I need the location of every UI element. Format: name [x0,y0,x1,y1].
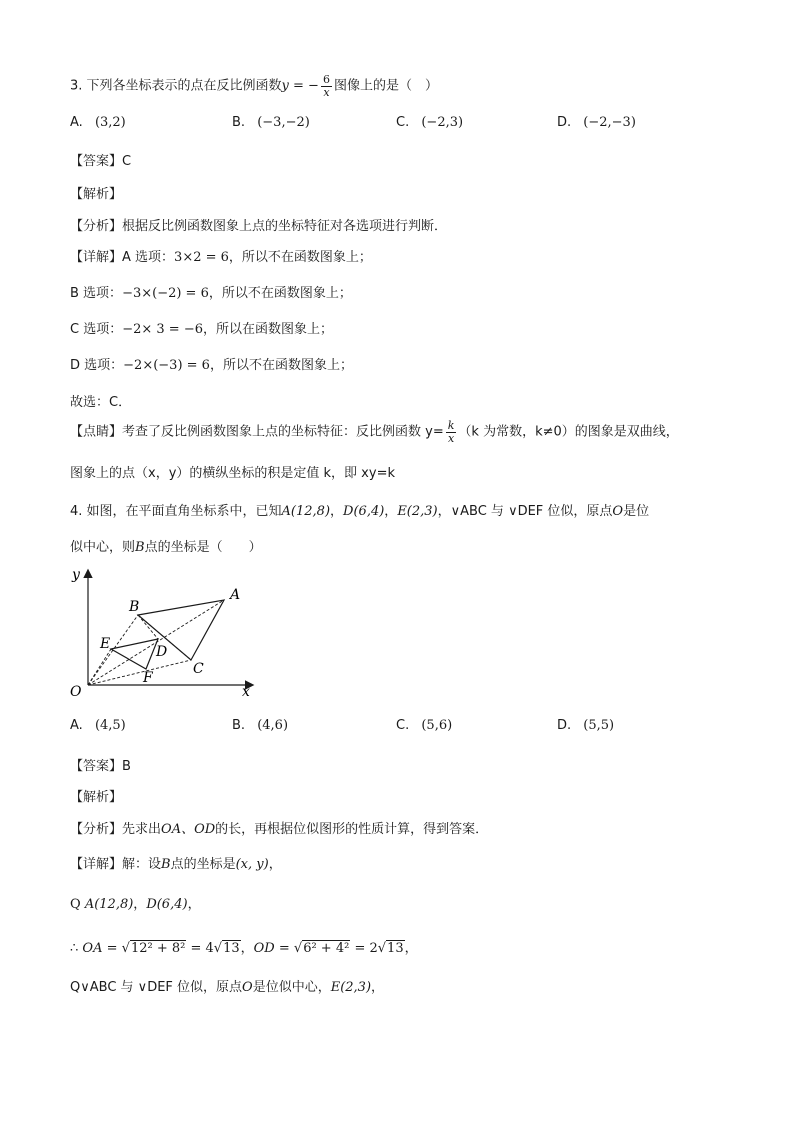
q3-line-b-post: ，所以不在函数图象上； [208,286,352,301]
label-o: O [70,684,82,698]
q4-point-a: A(12,8) [281,504,331,519]
q4-od-post: ， [404,941,418,956]
q3-answer-value: C [122,154,132,169]
dashed-bd [138,615,158,639]
q3-fenxi-text: 根据反比例函数图象上点的坐标特征对各选项进行判断． [122,219,448,234]
label-f: F [143,670,153,686]
q3-line-b-pre: B 选项： [70,286,123,301]
label-a: A [230,587,241,603]
q4-option-d-value: (5,5) [583,718,615,733]
q4-line1-mid: ，∨ABC 与 ∨DEF 位似，原点 [437,504,613,519]
q3-option-a-value: (3,2) [94,115,126,130]
q3-dianjing-line2: 图象上的点（x，y）的横纵坐标的积是定值 k，即 xy=k [70,466,395,481]
q3-option-d-letter: D. [557,115,572,130]
q4-fenxi-label: 【分析】 [70,822,123,837]
q4-last-mid: 是位似中心， [252,980,331,995]
q4-line1-post: 是位 [623,504,650,519]
q3-line-d [70,354,353,373]
q3-line-d-post: ，所以不在函数图象上； [209,358,353,373]
q3-option-d [557,115,636,130]
q4-oa-lhs: OA = [82,941,118,956]
q3-line-b-math: −3×(−2) = 6 [122,286,209,301]
q4-oa-sqrt2: √13 [213,941,240,956]
q4-given-sep: ， [133,897,147,912]
q4-option-b-value: (4,6) [257,718,289,733]
q3-line-a-math: 3×2 = 6 [174,250,229,265]
q3-choose: 故选：C． [70,395,132,410]
q3-line-c [70,318,333,337]
q4-option-b-letter: B. [232,718,246,733]
q3-line-b [70,282,352,301]
q4-figure [66,563,266,698]
q3-option-b [232,115,310,130]
label-d: D [156,644,168,660]
label-x: x [242,684,250,698]
q4-option-d [557,718,614,733]
q3-line-d-pre: D 选项： [70,358,124,373]
q3-func-lhs: y = − [281,78,319,94]
q4-option-a [70,718,126,733]
q3-option-c [396,115,463,130]
q3-line-a-post: ，所以不在函数图象上； [228,250,372,265]
q4-given-a: A(12,8) [84,897,134,912]
q4-option-c-letter: C. [396,718,410,733]
q3-line-a-pre: A 选项： [122,250,175,265]
q3-dianjing [70,420,679,444]
q4-xiangjie [70,853,282,872]
q3-answer-label: 【答案】 [70,154,123,169]
q4-fenxi-pre: 先求出 [122,822,162,837]
q3-line-c-post: ，所以在函数图象上； [203,322,334,337]
q3-option-c-letter: C. [396,115,410,130]
q3-xiangjie-label: 【详解】 [70,250,123,265]
q4-fenxi-post: 的长，再根据位似图形的性质计算，得到答案． [215,822,489,837]
q3-dianjing-post: （k 为常数，k≠0）的图象是双曲线， [458,424,679,440]
q4-oa-rad: 12² + 8² [130,941,186,956]
q4-point-b: B [135,540,145,555]
q4-line1-pre: 4. 如图，在平面直角坐标系中，已知 [70,504,282,519]
q4-answer-value: B [122,759,131,774]
q4-given [70,893,201,912]
q4-given-post: ， [187,897,201,912]
q3-dianjing-label: 【点睛】 [70,424,123,440]
q4-fenxi-math: OA、OD [161,822,216,837]
q3-fenxi-label: 【分析】 [70,219,123,234]
q3-frac-num: 6 [322,73,330,86]
q3-line-a [70,246,372,265]
q4-analysis-label: 【解析】 [70,790,123,805]
q3-answer [70,150,131,169]
q3-line-c-pre: C 选项： [70,322,123,337]
q4-option-b [232,718,288,733]
q4-xiangjie-pre: 解：设 [122,857,162,872]
q4-stem-line2 [70,536,262,555]
q4-given-q: Q [70,897,81,912]
q4-last-o: O [242,980,253,995]
q4-xiangjie-b: B [161,857,171,872]
q4-option-c-value: (5,6) [421,718,453,733]
q3-option-c-value: (−2,3) [421,115,464,130]
triangle-abc [138,600,224,660]
q3-option-b-value: (−3,−2) [257,115,310,130]
q3-fenxi [70,215,447,234]
q4-fenxi [70,818,488,837]
q4-option-a-letter: A. [70,718,83,733]
q4-answer-label: 【答案】 [70,759,123,774]
q4-od-sqrt: √6² + 4² [293,941,350,956]
q3-stem [70,74,438,98]
q4-sep1: ， [330,504,344,519]
q4-option-d-letter: D. [557,718,572,733]
q4-od-rad2: 13 [387,941,404,956]
q4-last-q: Q∨ABC 与 ∨DEF 位似，原点 [70,980,243,995]
q4-od-lhs: OD = [253,941,290,956]
q4-last-line [70,976,384,995]
q4-option-c [396,718,452,733]
label-c: C [193,661,204,677]
q4-xiangjie-mid: 点的坐标是 [170,857,236,872]
q3-dj-num: k [447,419,455,432]
q3-option-d-value: (−2,−3) [583,115,636,130]
q3-dianjing-fraction [446,420,457,444]
q3-option-b-letter: B. [232,115,246,130]
q4-option-a-value: (4,5) [94,718,126,733]
q4-od-rhs: = 2 [354,941,378,956]
q4-oa-sqrt: √12² + 8² [121,941,186,956]
q4-oa-sep: ， [240,941,254,956]
q3-option-a-letter: A. [70,115,83,130]
q4-last-post: ， [371,980,385,995]
q4-xiangjie-label: 【详解】 [70,857,123,872]
q4-therefore: ∴ [70,941,79,956]
label-e: E [100,636,111,652]
q4-point-e: E(2,3) [397,504,438,519]
q3-prefix: 3. 下列各坐标表示的点在反比例函数 [70,78,282,94]
q4-answer [70,755,131,774]
q4-line2-pre: 似中心，则 [70,540,136,555]
q4-sep2: ， [384,504,398,519]
q3-fraction [321,74,332,98]
q3-frac-den: x [323,85,330,99]
q4-stem-line1 [70,500,649,519]
q3-dj-den: x [447,431,455,445]
q4-point-d: D(6,4) [343,504,385,519]
q4-point-o: O [612,504,624,519]
q3-dianjing-pre: 考查了反比例函数图象上点的坐标特征：反比例函数 y= [122,424,444,440]
q3-option-a [70,115,126,130]
q3-line-c-math: −2× 3 = −6 [122,322,203,337]
q4-given-d: D(6,4) [146,897,188,912]
ray-oe [88,649,111,685]
label-y: y [72,567,80,583]
q4-xiangjie-post: ， [268,857,282,872]
q3-suffix: 图像上的是（ ） [333,78,438,94]
q4-line2-post: 点的坐标是（ ） [144,540,262,555]
q4-od-sqrt2: √13 [377,941,404,956]
q4-oa-rad2: 13 [223,941,240,956]
q4-xiangjie-coord: (x, y) [235,857,269,872]
q4-last-e: E(2,3) [330,980,372,995]
label-b: B [129,599,140,615]
q4-calc [70,937,418,956]
q4-oa-rhs: = 4 [190,941,214,956]
q3-analysis-label: 【解析】 [70,187,123,202]
q3-line-d-math: −2×(−3) = 6 [123,358,210,373]
q4-od-rad: 6² + 4² [303,941,350,956]
